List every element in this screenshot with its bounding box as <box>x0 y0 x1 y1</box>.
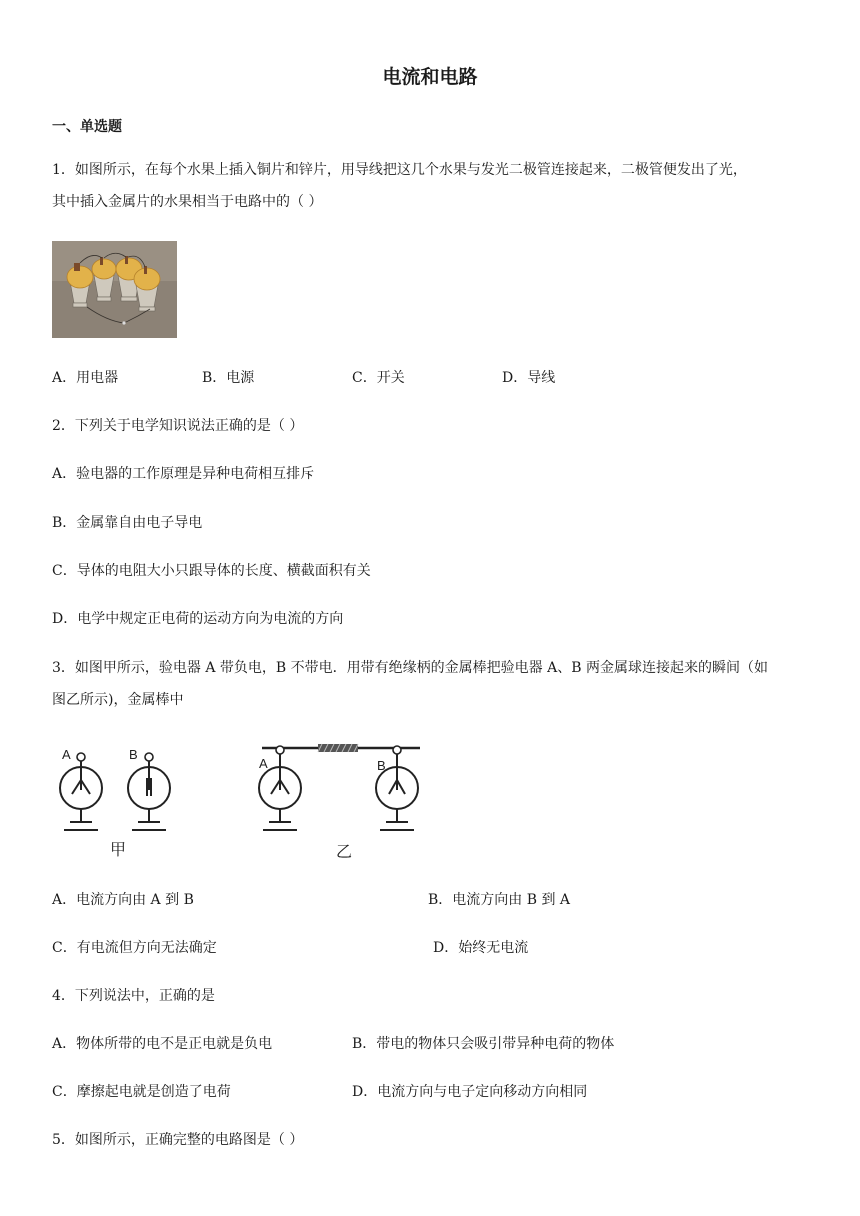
q3-option-b: B．电流方向由 B 到 A <box>428 892 571 908</box>
fig-label-a-right: A <box>259 756 268 771</box>
fig-caption-right: 乙 <box>336 842 353 861</box>
q3-option-a: A．电流方向由 A 到 B <box>52 892 194 908</box>
q2-stem: 2．下列关于电学知识说法正确的是（ ） <box>52 418 304 434</box>
q2-option-d: D．电学中规定正电荷的运动方向为电流的方向 <box>52 611 344 627</box>
page-title: 电流和电路 <box>382 66 478 88</box>
q3-option-c: C．有电流但方向无法确定 <box>52 940 217 956</box>
q1-stem-line2: 其中插入金属片的水果相当于电路中的（ ） <box>52 194 323 210</box>
q2-option-b: B．金属靠自由电子导电 <box>52 515 203 531</box>
q3-stem-line2: 图乙所示)，金属棒中 <box>52 692 184 708</box>
fig-label-b-left: B <box>129 747 138 762</box>
q2-option-c: C．导体的电阻大小只跟导体的长度、横截面积有关 <box>52 563 371 579</box>
q5-stem: 5．如图所示，正确完整的电路图是（ ） <box>52 1132 304 1148</box>
q1-fruit-battery-photo <box>52 241 177 338</box>
q1-option-c: C．开关 <box>352 370 405 386</box>
q4-option-c: C．摩擦起电就是创造了电荷 <box>52 1084 231 1100</box>
electroscope-a-left <box>60 760 102 830</box>
fig-label-b-right: B <box>377 758 386 773</box>
q4-option-d: D．电流方向与电子定向移动方向相同 <box>352 1084 588 1100</box>
q4-option-a: A．物体所带的电不是正电就是负电 <box>52 1036 273 1052</box>
q2-option-a: A．验电器的工作原理是异种电荷相互排斥 <box>52 466 315 482</box>
q1-option-a: A．用电器 <box>52 370 119 386</box>
fig-caption-left: 甲 <box>110 840 127 859</box>
q1-stem-line1: 1．如图所示，在每个水果上插入铜片和锌片，用导线把这几个水果与发光二极管连接起来，二极管便发出了光， <box>52 162 747 178</box>
q3-option-d: D．始终无电流 <box>433 940 529 956</box>
fig-label-a-left: A <box>62 747 71 762</box>
q3-electroscope-figure <box>52 738 432 863</box>
q4-stem: 4．下列说法中，正确的是 <box>52 988 215 1004</box>
electroscope-b-left <box>128 760 170 830</box>
q1-option-b: B．电源 <box>202 370 255 386</box>
section-heading: 一、单选题 <box>52 119 122 135</box>
q1-option-d: D．导线 <box>502 370 556 386</box>
q4-option-b: B．带电的物体只会吸引带异种电荷的物体 <box>352 1036 615 1052</box>
q3-stem-line1: 3．如图甲所示，验电器 A 带负电，B 不带电．用带有绝缘柄的金属棒把验电器 A、B 两金属球连接起来的瞬间（如 <box>52 660 768 676</box>
